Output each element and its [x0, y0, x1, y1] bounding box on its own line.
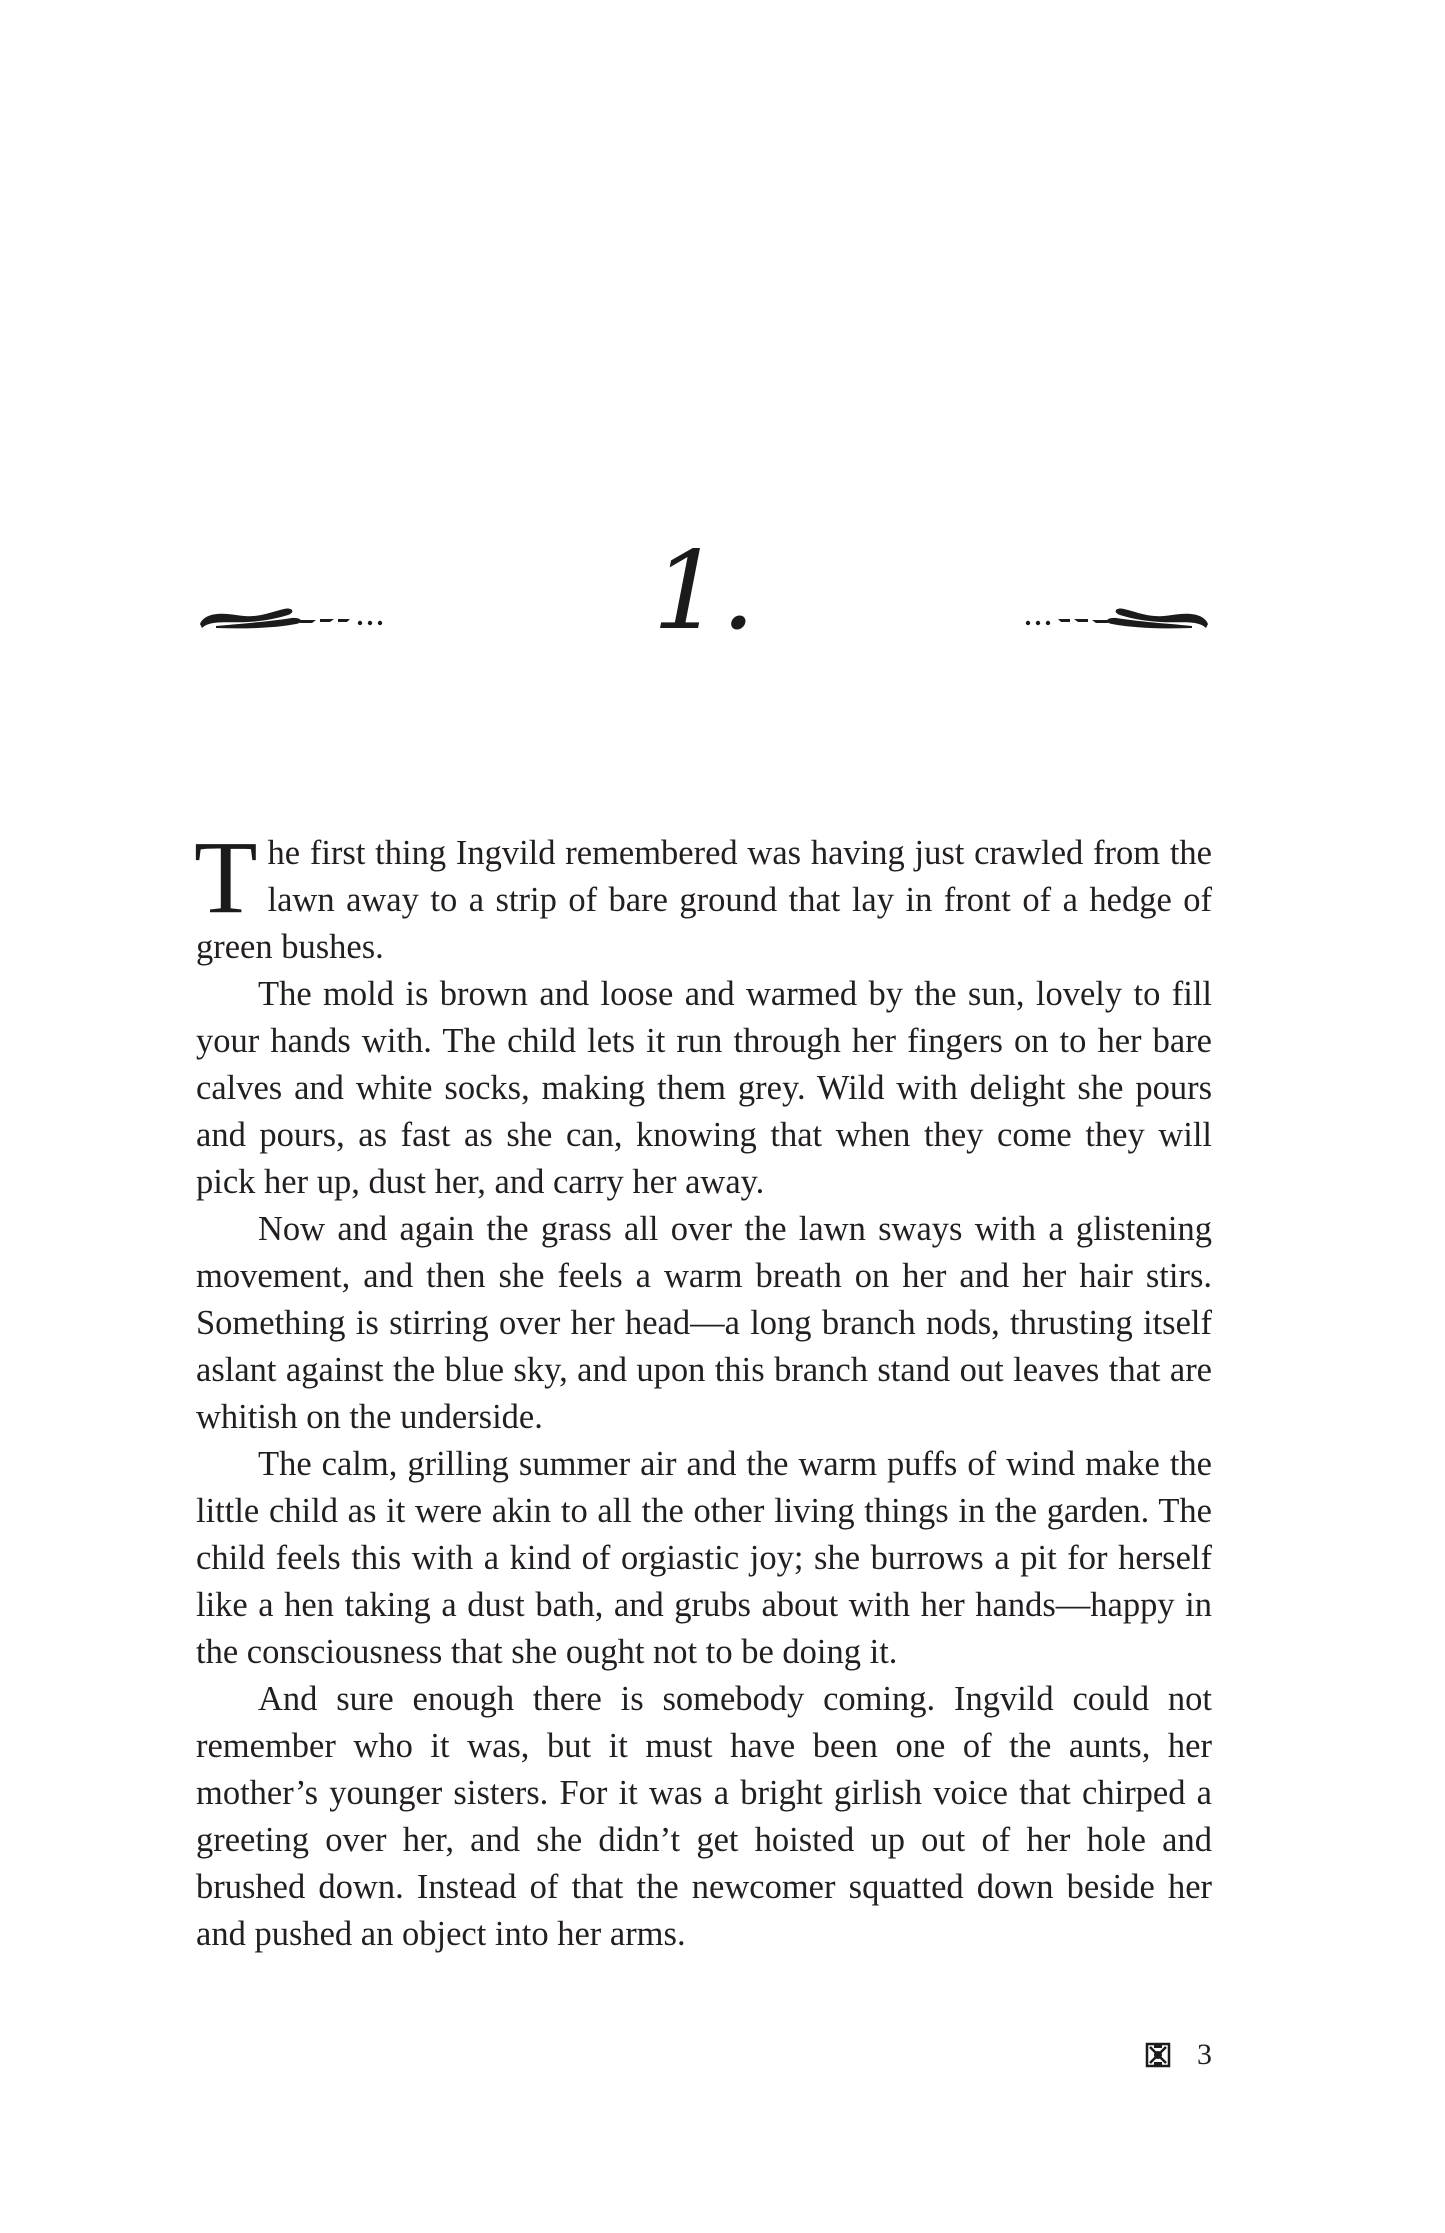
paragraph: The mold is brown and loose and warmed by the sun, lovely to fill your hands with. The child lets it run through her fingers on to her bare calves and white socks, making them grey. Wild with delight she pours and pours, as fast as she can, knowing that when they come they will pick her up, dust her, and carry her away. [196, 975, 1212, 1201]
paragraph: And sure enough there is somebody coming. Ingvild could not remember who it was, but it must have been one of the aunts, her mother’s younger sisters. For it was a bright girlish voice that chirped a greeting over her, and she didn’t get hoisted up out of her hole and brushed down. Instead of that the newcomer squatted down beside her and pushed an object into her arms. [196, 1680, 1212, 1953]
chapter-number: 1. [652, 529, 756, 654]
paragraph [194, 820, 1212, 971]
paragraph: The calm, grilling summer air and the warm puffs of wind make the little child as it were akin to all the other living things in the garden. The child feels this with a kind of orgiastic joy; she burrows a pit for herself like a hen taking a dust bath, and grubs about with her hands—happy in the consciousness that she ought not to be doing it. [196, 1445, 1212, 1671]
chapter-heading [196, 530, 1212, 670]
paragraph: Now and again the grass all over the lawn sways with a glistening movement, and then she feels a warm breath on her and her hair stirs. Something is stirring over her head—a long branch nods, thrusting itself aslant against the blue sky, and upon this branch stand out leaves that are whitish on the underside. [196, 1210, 1212, 1436]
fleuron-icon [1145, 2042, 1171, 2068]
page-number: 3 [1197, 2038, 1212, 2071]
drop-cap: T [194, 820, 258, 935]
paragraph-text: he first thing Ingvild remembered was having just crawled from the lawn away to a strip of bare ground that lay in front of a hedge of green bushes. [196, 834, 1212, 966]
chapter-text [194, 820, 1212, 1958]
page-footer [1145, 2035, 1212, 2075]
right-flourish-icon [1017, 602, 1212, 642]
